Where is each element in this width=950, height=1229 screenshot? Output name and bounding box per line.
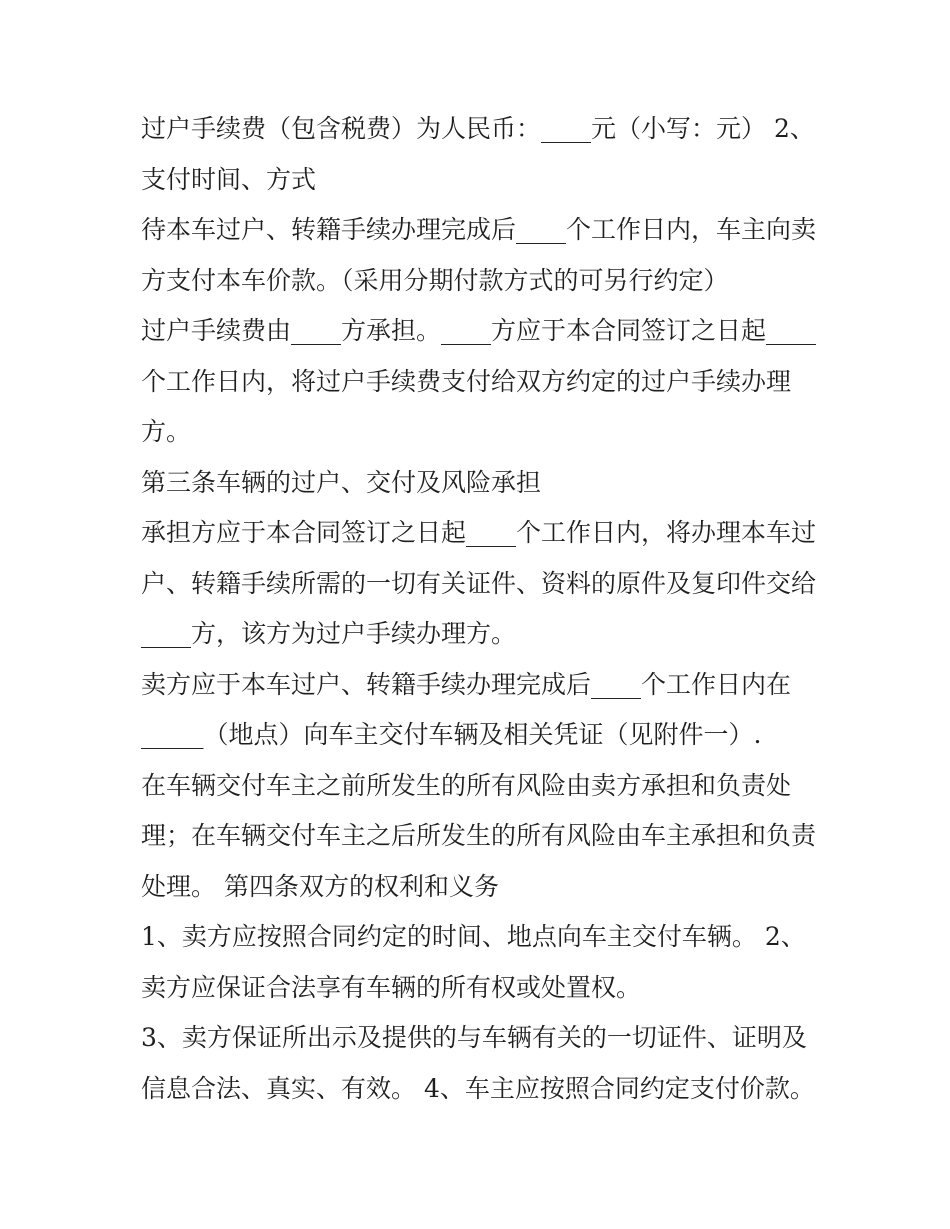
text-line: ____方，该方为过户手续办理方。 [141, 619, 517, 648]
text-line: 方支付本车价款。（采用分期付款方式的可另行约定） [141, 265, 729, 295]
text-line: 个工作日内，将过户手续费支付给双方约定的过户手续办理 [141, 366, 792, 396]
text-line: 待本车过户、转籍手续办理完成后____个工作日内，车主向卖 [141, 215, 817, 244]
text-line: 方。 [141, 417, 192, 446]
text-line: 处理。 第四条双方的权利和义务 [141, 871, 499, 901]
text-line: 户、转籍手续所需的一切有关证件、资料的原件及复印件交给 [141, 568, 817, 598]
text-line: 在车辆交付车主之前所发生的所有风险由卖方承担和负责处 [141, 770, 792, 800]
section-heading: 第三条车辆的过户、交付及风险承担 [141, 467, 542, 497]
text-line: 承担方应于本合同签订之日起____个工作日内，将办理本车过 [141, 518, 817, 547]
text-line: 1、卖方应按照合同约定的时间、地点向车主交付车辆。 2、 [141, 922, 806, 951]
text-line: 理；在车辆交付车主之后所发生的所有风险由车主承担和负责 [141, 821, 817, 850]
text-line: 3、卖方保证所出示及提供的与车辆有关的一切证件、证明及 [141, 1023, 807, 1052]
text-line: 卖方应于本车过户、转籍手续办理完成后____个工作日内在 [141, 669, 792, 699]
text-line: 过户手续费由____方承担。____方应于本合同签订之日起____ [141, 316, 817, 345]
text-line: 信息合法、真实、有效。 4、车主应按照合同约定支付价款。 [141, 1073, 815, 1103]
text-line: _____（地点）向车主交付车辆及相关凭证（见附件一）. [141, 720, 762, 749]
document-body [141, 104, 821, 1114]
text-line: 过户手续费（包含税费）为人民币：____元（小写：元） 2、 [141, 114, 815, 143]
text-line: 卖方应保证合法享有车辆的所有权或处置权。 [141, 972, 642, 1002]
text-line: 支付时间、方式 [141, 164, 317, 194]
